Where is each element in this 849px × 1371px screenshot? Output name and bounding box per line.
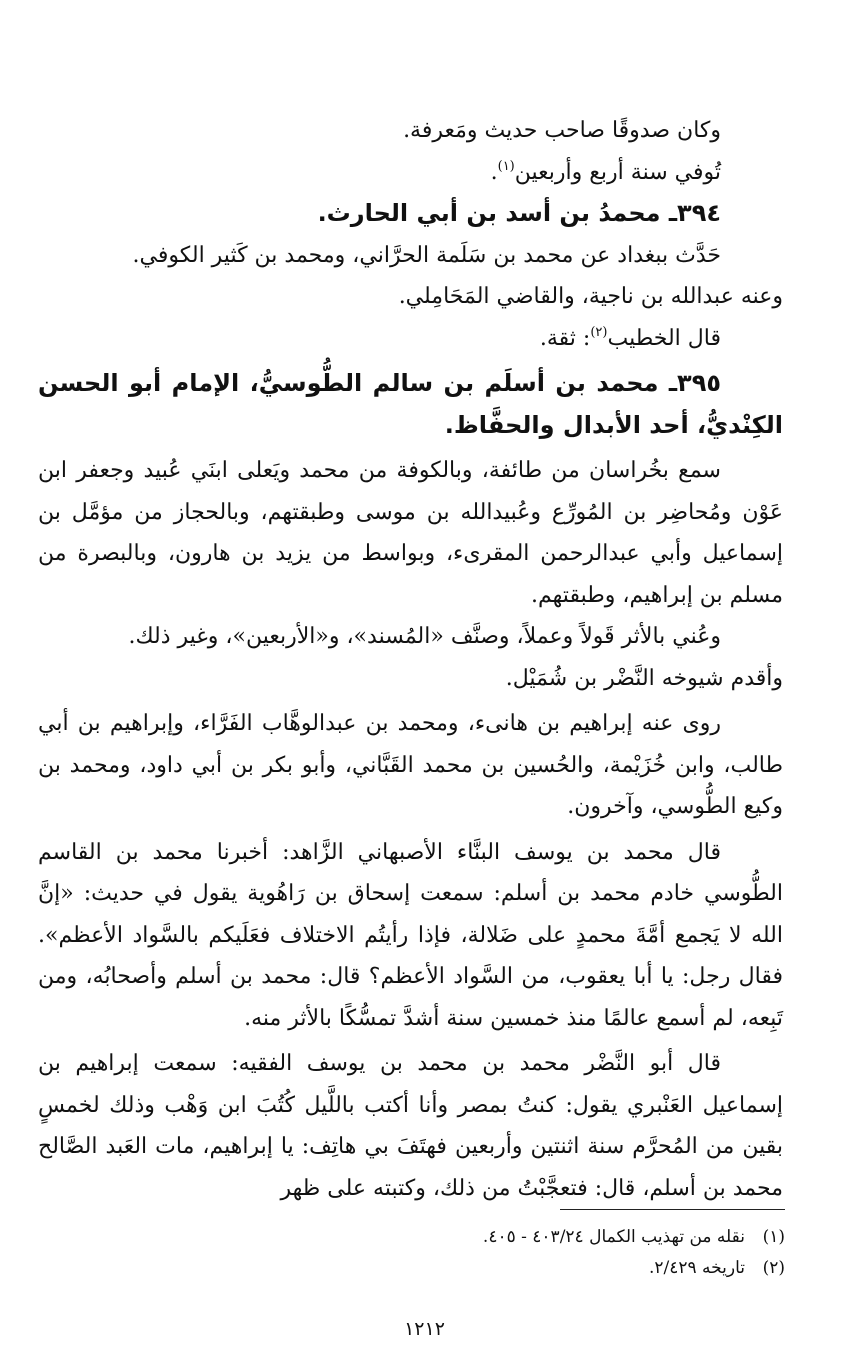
footnote-ref[interactable]: (١) xyxy=(497,158,515,174)
footnote-number: (١) xyxy=(762,1227,785,1247)
paragraph-text: : ثقة. xyxy=(539,325,591,351)
paragraph xyxy=(38,832,783,1040)
footnote xyxy=(380,1257,785,1279)
paragraph-text: قال الخطيب xyxy=(607,325,721,351)
paragraph-text: تُوفي سنة أربع وأربعين xyxy=(514,159,721,185)
main-text xyxy=(38,110,783,1209)
entry-heading-395: ٣٩٥ـ محمد بن أسلَم بن سالم الطُّوسيُّ، الإمام أبو الحسن الكِنْديُّ، أحد الأبدال والحفَّاظ. xyxy=(38,369,783,439)
paragraph: وكان صدوقًا صاحب حديث ومَعرفة. xyxy=(403,118,721,143)
paragraph: حَدَّث ببغداد عن محمد بن سَلَمة الحرَّاني، ومحمد بن كَثير الكوفي. xyxy=(132,242,721,268)
paragraph: وأقدم شيوخه النَّضْر بن شُمَيْل. xyxy=(505,665,783,691)
footnote-text: تاريخه ٢/٤٢٩. xyxy=(648,1258,745,1278)
paragraph-text: قال محمد بن يوسف البنَّاء الأصبهاني الزَّاهد: أخبرنا محمد بن القاسم الطُّوسي خادم محمد بن أسلم: سمعت إسحاق بن رَاهُوية يقول في حديث: xyxy=(38,839,783,906)
footnote xyxy=(380,1226,785,1248)
paragraph xyxy=(38,152,783,194)
paragraph-text: . xyxy=(490,159,498,185)
footnote-ref[interactable]: (٢) xyxy=(590,324,608,340)
paragraph: روى عنه إبراهيم بن هانىء، ومحمد بن عبدالوهَّاب الفَرَّاء، وإبراهيم بن أبي طالب، وابن خُزَيْمة، والحُسين بن محمد القَبَّاني، وأبو بكر بن أبي داود، ومحمد بن وكيع الطُّوسي، وآخرون. xyxy=(38,711,783,819)
paragraph: سمع بخُراسان من طائفة، وبالكوفة من محمد ويَعلى ابنَي عُبيد وجعفر ابن عَوْن ومُحاضِر بن المُورِّع وعُبيدالله بن موسى وطبقتهم، وبالحجاز من مؤمَّل بن إسماعيل وأبي عبدالرحمن المقرىء، وبواسط من يزيد بن هارون، وبالبصرة من مسلم بن إبراهيم، وطبقتهم. xyxy=(38,458,783,608)
paragraph: قال أبو النَّضْر محمد بن محمد بن يوسف الفقيه: سمعت إبراهيم بن إسماعيل العَنْبري يقول: كنتُ بمصر وأنا أكتب باللَّيل كُتُبَ ابن وَهْب وذلك لخمسٍ بقين من المُحرَّم سنة اثنتين وأربعين فهتَفَ بي هاتِف: يا إبراهيم، مات العَبد الصَّالح محمد بن أسلم، قال: فتعجَّبْتُ من ذلك، وكتبته على ظهر xyxy=(38,1051,783,1201)
page-number: ١٢١٢ xyxy=(404,1318,445,1340)
paragraph-text: فقال رجل: يا أبا يعقوب، من السَّواد الأعظم؟ قال: محمد بن أسلم وأصحابُه، ومن تَبِعه، لم أسمع عالمًا منذ خمسين سنة أشدَّ تمسُّكًا بالأثر منه. xyxy=(38,964,783,1031)
footnote-divider xyxy=(560,1209,785,1210)
entry-heading-394: ٣٩٤ـ محمدُ بن أسد بن أبي الحارث. xyxy=(317,199,721,227)
footnote-text: نقله من تهذيب الكمال ٤٠٣/٢٤ - ٤٠٥. xyxy=(482,1227,745,1247)
hadith-quote: «إنَّ الله لا يَجمع أمَّةَ محمدٍ على ضَلالة، فإذا رأيتُم الاختلاف فعَلَيكم بالسَّواد الأعظم». xyxy=(38,881,783,948)
footnote-number: (٢) xyxy=(762,1258,785,1278)
paragraph xyxy=(38,318,783,360)
paragraph: وعُني بالأثر قَولاً وعملاً، وصنَّف «المُسند»، و«الأربعين»، وغير ذلك. xyxy=(128,624,721,649)
paragraph: وعنه عبدالله بن ناجية، والقاضي المَحَامِلي. xyxy=(398,284,783,309)
